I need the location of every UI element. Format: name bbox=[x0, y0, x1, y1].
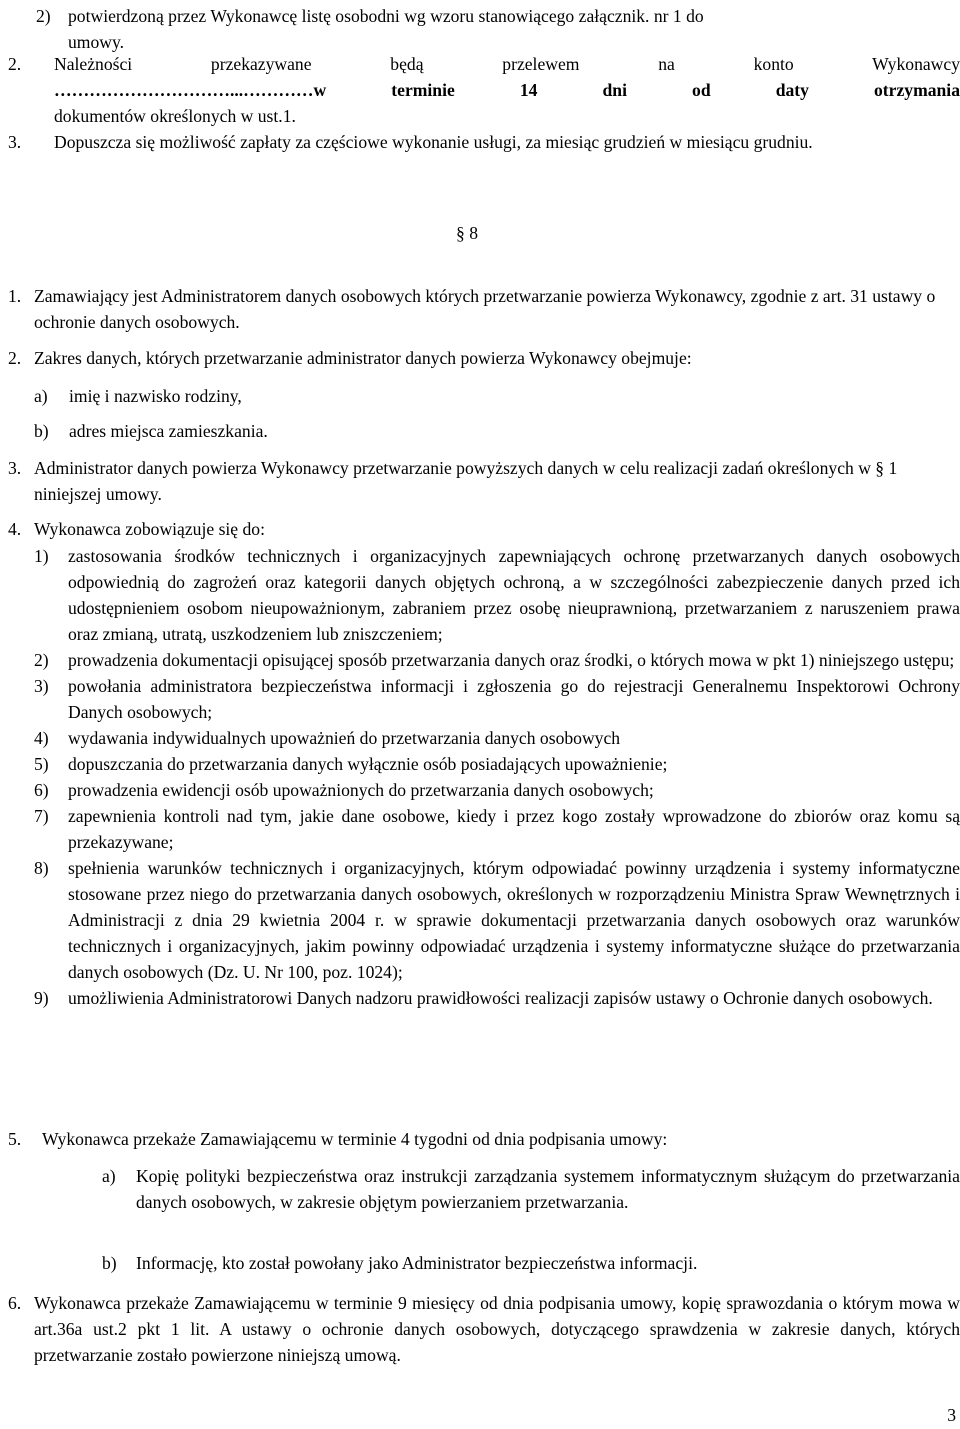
paragraph-line: umowy. bbox=[68, 32, 125, 52]
paragraph-text: Wykonawca zobowiązuje się do: bbox=[34, 519, 265, 539]
item-number: 2) bbox=[36, 6, 51, 26]
paragraph-text: Zakres danych, których przetwarzanie administrator danych powierza Wykonawcy obejmuje: bbox=[34, 348, 692, 368]
paragraph-line: …………………………...…………w terminie 14 dni od daty otrzymania bbox=[54, 80, 960, 100]
item-number: 6) bbox=[34, 780, 49, 800]
list-item bbox=[34, 985, 960, 1011]
item-number: 8) bbox=[34, 858, 49, 878]
item-number: 5) bbox=[34, 754, 49, 774]
list-item bbox=[34, 647, 960, 673]
list-item bbox=[34, 751, 960, 777]
paragraph-number: 4. bbox=[8, 519, 22, 539]
paragraph bbox=[8, 1290, 960, 1368]
item-text: Kopię polityki bezpieczeństwa oraz instrukcji zarządzania systemem informatycznym służącym do przetwarzania danych osobowych, w zakresie objętym powierzaniem przetwarzania. bbox=[136, 1166, 960, 1212]
paragraph-text: Wykonawca przekaże Zamawiającemu w terminie 4 tygodni od dnia podpisania umowy: bbox=[42, 1129, 668, 1149]
item-letter: b) bbox=[34, 421, 49, 441]
paragraph-number: 6. bbox=[8, 1293, 22, 1313]
paragraph bbox=[8, 345, 960, 371]
item-letter: b) bbox=[102, 1253, 117, 1273]
item-text: wydawania indywidualnych upoważnień do przetwarzania danych osobowych bbox=[68, 728, 621, 748]
paragraph-number: 1. bbox=[8, 286, 22, 306]
paragraph bbox=[8, 51, 960, 129]
list-item bbox=[34, 855, 960, 985]
item-number: 3) bbox=[34, 676, 49, 696]
list-item bbox=[34, 383, 242, 409]
item-text: dopuszczania do przetwarzania danych wyłącznie osób posiadających upoważnienie; bbox=[68, 754, 668, 774]
item-number: 4) bbox=[34, 728, 49, 748]
item-text: umożliwienia Administratorowi Danych nadzoru prawidłowości realizacji zapisów ustawy o Ochronie danych osobowych. bbox=[68, 988, 933, 1008]
paragraph bbox=[8, 129, 960, 155]
item-number: 7) bbox=[34, 806, 49, 826]
paragraph bbox=[8, 283, 960, 335]
paragraph-number: 3. bbox=[8, 132, 22, 152]
list-item bbox=[34, 543, 960, 647]
list-item bbox=[36, 3, 960, 55]
item-text: imię i nazwisko rodziny, bbox=[69, 386, 242, 406]
obligation-list bbox=[34, 543, 960, 1011]
list-item bbox=[102, 1163, 960, 1215]
list-item bbox=[34, 777, 960, 803]
paragraph bbox=[8, 1126, 960, 1152]
paragraph bbox=[8, 455, 960, 507]
list-item bbox=[34, 725, 960, 751]
paragraph-line: dokumentów określonych w ust.1. bbox=[54, 106, 296, 126]
list-item bbox=[34, 803, 960, 855]
item-letter: a) bbox=[34, 386, 48, 406]
paragraph-text: Administrator danych powierza Wykonawcy przetwarzanie powyższych danych w celu realizacji zadań określonych w § 1 niniejszej umowy. bbox=[34, 458, 898, 504]
page-number: 3 bbox=[947, 1405, 956, 1425]
item-number: 2) bbox=[34, 650, 49, 670]
item-number: 1) bbox=[34, 546, 49, 566]
paragraph-line: Należności przekazywane będą przelewem na konto Wykonawcy bbox=[54, 54, 960, 74]
paragraph bbox=[8, 516, 960, 542]
item-text: spełnienia warunków technicznych i organizacyjnych, którym odpowiadać powinny urządzenia i systemy informatyczne stosowane przez niego do przetwarzania danych osobowych, określonych w rozporządzeniu Ministra Spraw Wewnętrznych i Administracji z dnia 29 kwietnia 2004 r. w sprawie dokumentacji przetwarzania danych osobowych oraz warunków technicznych i organizacyjnych, jakim powinny odpowiadać urządzenia i systemy informatyczne służące do przetwarzania danych osobowych (Dz. U. Nr 100, poz. 1024); bbox=[68, 858, 960, 982]
paragraph-text: Zamawiający jest Administratorem danych osobowych których przetwarzanie powierza Wykonawcy, zgodnie z art. 31 ustawy o ochronie danych osobowych. bbox=[34, 286, 936, 332]
paragraph-line: potwierdzoną przez Wykonawcę listę osobodni wg wzoru stanowiącego załącznik. nr 1 do bbox=[68, 6, 704, 26]
paragraph-number: 2. bbox=[8, 348, 22, 368]
paragraph-number: 3. bbox=[8, 458, 22, 478]
section-title: § 8 bbox=[456, 223, 478, 243]
item-text: Informację, kto został powołany jako Administrator bezpieczeństwa informacji. bbox=[136, 1253, 698, 1273]
list-item bbox=[34, 418, 268, 444]
item-letter: a) bbox=[102, 1166, 116, 1186]
item-text: adres miejsca zamieszkania. bbox=[69, 421, 268, 441]
item-text: powołania administratora bezpieczeństwa informacji i zgłoszenia go do rejestracji Generalnemu Inspektorowi Ochrony Danych osobowych; bbox=[68, 676, 960, 722]
paragraph-text: Dopuszcza się możliwość zapłaty za częściowe wykonanie usługi, za miesiąc grudzień w miesiącu grudniu. bbox=[54, 132, 813, 152]
item-number: 9) bbox=[34, 988, 49, 1008]
item-text: zastosowania środków technicznych i organizacyjnych zapewniających ochronę przetwarzanych danych osobowych odpowiednią do zagrożeń oraz kategorii danych objętych ochroną, a w szczególności zabezpieczenie danych przed ich udostępnieniem osobom nieupoważnionym, zabraniem przez osobę nieuprawnioną, przetwarzaniem z naruszeniem prawa oraz zmianą, utratą, uszkodzeniem lub zniszczeniem; bbox=[68, 546, 960, 644]
paragraph-number: 5. bbox=[8, 1129, 22, 1149]
item-text: zapewnienia kontroli nad tym, jakie dane osobowe, kiedy i przez kogo zostały wprowadzone do zbiorów oraz komu są przekazywane; bbox=[68, 806, 960, 852]
item-text: prowadzenia ewidencji osób upoważnionych do przetwarzania danych osobowych; bbox=[68, 780, 654, 800]
item-text: prowadzenia dokumentacji opisującej sposób przetwarzania danych oraz środki, o których mowa w pkt 1) niniejszego ustępu; bbox=[68, 650, 955, 670]
list-item bbox=[102, 1250, 960, 1276]
paragraph-text: Wykonawca przekaże Zamawiającemu w terminie 9 miesięcy od dnia podpisania umowy, kopię sprawozdania o którym mowa w art.36a ust.2 pkt 1 lit. A ustawy o ochronie danych osobowych, dotyczącego sprawdzenia w zakresie danych, których przetwarzanie zostało powierzone niniejszą umową. bbox=[34, 1293, 960, 1365]
list-item bbox=[34, 673, 960, 725]
paragraph-number: 2. bbox=[8, 54, 22, 74]
